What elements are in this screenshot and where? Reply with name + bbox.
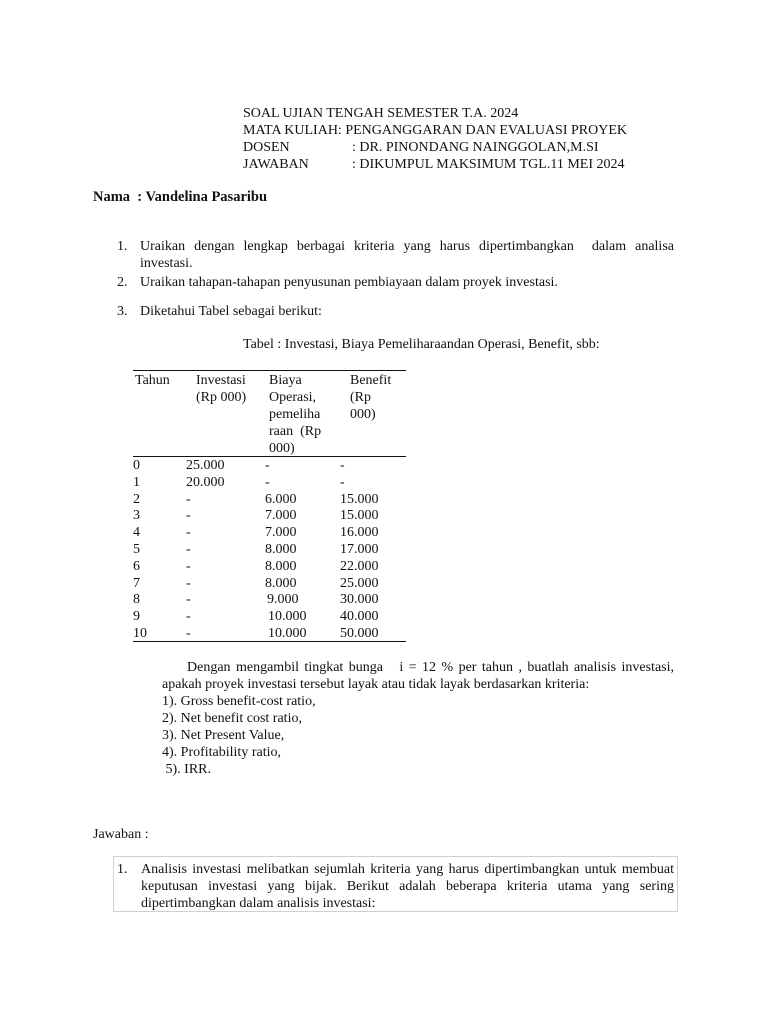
lecturer-value: : DR. PINONDANG NAINGGOLAN,M.SI	[352, 140, 599, 155]
cell-investasi: -	[186, 558, 191, 574]
answers-heading: Jawaban :	[93, 827, 149, 842]
header-biaya-line: Biaya	[269, 373, 302, 388]
instruction-text: Dengan mengambil tingkat bunga i = 12 % per tahun , buatlah analisis investasi, apakah proyek investasi tersebut layak atau tidak layak berdasarkan kriteria:	[162, 660, 681, 692]
cell-tahun: 10	[133, 626, 147, 641]
question-text: Uraikan tahapan-tahapan penyusunan pembiayaan dalam proyek investasi.	[140, 275, 558, 290]
cell-investasi: -	[186, 575, 191, 591]
criteria-item: 1). Gross benefit-cost ratio,	[162, 694, 316, 709]
cell-tahun: 6	[133, 558, 140, 574]
header-line-deadline	[243, 156, 627, 173]
cell-benefit: 25.000	[340, 575, 379, 591]
header-biaya	[269, 372, 321, 457]
answer-deadline: : DIKUMPUL MAKSIMUM TGL.11 MEI 2024	[352, 157, 625, 172]
cell-investasi: -	[186, 525, 191, 541]
cell-benefit: 15.000	[340, 491, 379, 507]
criteria-item: 3). Net Present Value,	[162, 728, 285, 743]
question-number: 3.	[117, 304, 128, 319]
answer-number: 1.	[117, 862, 128, 877]
cell-biaya: 7.000	[265, 508, 297, 524]
cell-investasi: -	[186, 592, 191, 608]
cell-biaya: 8.000	[265, 542, 297, 557]
question-2	[117, 274, 674, 291]
header-investasi-line: Investasi	[196, 373, 246, 388]
header-biaya-line: raan (Rp	[269, 424, 322, 439]
cell-investasi: -	[186, 609, 191, 625]
cell-benefit: 40.000	[340, 609, 379, 625]
cell-biaya: 10.000	[268, 626, 307, 641]
cell-benefit: -	[340, 474, 345, 490]
cell-biaya: -	[265, 458, 270, 473]
question-text: Uraikan dengan lengkap berbagai kriteria yang harus dipertimbangkan dalam analisa investasi.	[140, 239, 678, 271]
cell-investasi: -	[186, 508, 191, 524]
cell-investasi: -	[186, 542, 191, 557]
header-investasi-line: (Rp 000)	[196, 390, 247, 405]
header-line-lecturer	[243, 139, 627, 156]
cell-biaya: 6.000	[265, 491, 297, 507]
exam-header	[243, 105, 627, 173]
cell-benefit: 17.000	[340, 542, 379, 557]
cell-tahun: 1	[133, 474, 140, 490]
table-top-rule	[133, 370, 406, 371]
cell-benefit: 16.000	[340, 525, 379, 541]
question-number: 1.	[117, 239, 128, 254]
exam-title: SOAL UJIAN TENGAH SEMESTER T.A. 2024	[243, 106, 519, 121]
cell-tahun: 3	[133, 508, 140, 524]
header-investasi	[196, 372, 246, 406]
table-header-rule	[133, 456, 406, 457]
header-biaya-line: pemeliha	[269, 407, 321, 422]
header-benefit	[350, 372, 391, 423]
cell-tahun: 7	[133, 575, 140, 591]
answer-1-box	[113, 856, 678, 912]
table-caption: Tabel : Investasi, Biaya Pemeliharaandan Operasi, Benefit, sbb:	[243, 337, 600, 352]
cell-biaya: 8.000	[265, 575, 297, 591]
lecturer-key: DOSEN	[243, 140, 290, 155]
cell-benefit: 50.000	[340, 626, 379, 641]
header-biaya-line: 000)	[269, 441, 295, 456]
criteria-item: 2). Net benefit cost ratio,	[162, 711, 302, 726]
criteria-item: 5). IRR.	[162, 762, 211, 777]
cell-biaya: 10.000	[268, 609, 307, 625]
cell-biaya: -	[265, 474, 270, 490]
cell-tahun: 9	[133, 609, 140, 625]
cell-tahun: 5	[133, 542, 140, 557]
question-number: 2.	[117, 275, 128, 290]
cell-tahun: 0	[133, 458, 140, 473]
cell-biaya: 8.000	[265, 558, 297, 574]
cell-biaya: 7.000	[265, 525, 297, 541]
header-line-course	[243, 122, 627, 139]
cell-benefit: 22.000	[340, 558, 379, 574]
header-biaya-line: Operasi,	[269, 390, 317, 405]
header-benefit-line: Benefit	[350, 373, 392, 388]
cell-benefit: 30.000	[340, 592, 379, 608]
question-text: Diketahui Tabel sebagai berikut:	[140, 304, 322, 319]
cell-investasi: 25.000	[186, 458, 225, 473]
cell-tahun: 2	[133, 491, 140, 507]
header-tahun: Tahun	[135, 373, 170, 388]
criteria-item: 4). Profitability ratio,	[162, 745, 281, 760]
header-benefit-line: (Rp	[350, 390, 371, 405]
header-benefit-line: 000)	[350, 407, 376, 422]
student-name: Nama : Vandelina Pasaribu	[93, 189, 268, 205]
cell-investasi: -	[186, 491, 191, 507]
question-1	[117, 238, 678, 272]
instruction-block	[162, 659, 681, 778]
cell-benefit: 15.000	[340, 508, 379, 524]
cell-tahun: 4	[133, 525, 140, 541]
investment-table	[133, 370, 406, 642]
cell-tahun: 8	[133, 592, 140, 608]
cell-benefit: -	[340, 458, 345, 473]
cell-investasi: 20.000	[186, 474, 225, 490]
cell-investasi: -	[186, 626, 191, 641]
header-line-title	[243, 105, 627, 122]
cell-biaya: 9.000	[267, 592, 299, 608]
answer-text: Analisis investasi melibatkan sejumlah kriteria yang harus dipertimbangkan untuk membuat keputusan investasi yang bijak. Berikut adalah beberapa kriteria utama yang sering dipertimbangkan dalam analisis investasi:	[141, 862, 674, 911]
course-name: MATA KULIAH: PENGANGGARAN DAN EVALUASI PROYEK	[243, 123, 628, 138]
answer-key: JAWABAN	[243, 157, 309, 172]
question-3	[117, 303, 674, 320]
